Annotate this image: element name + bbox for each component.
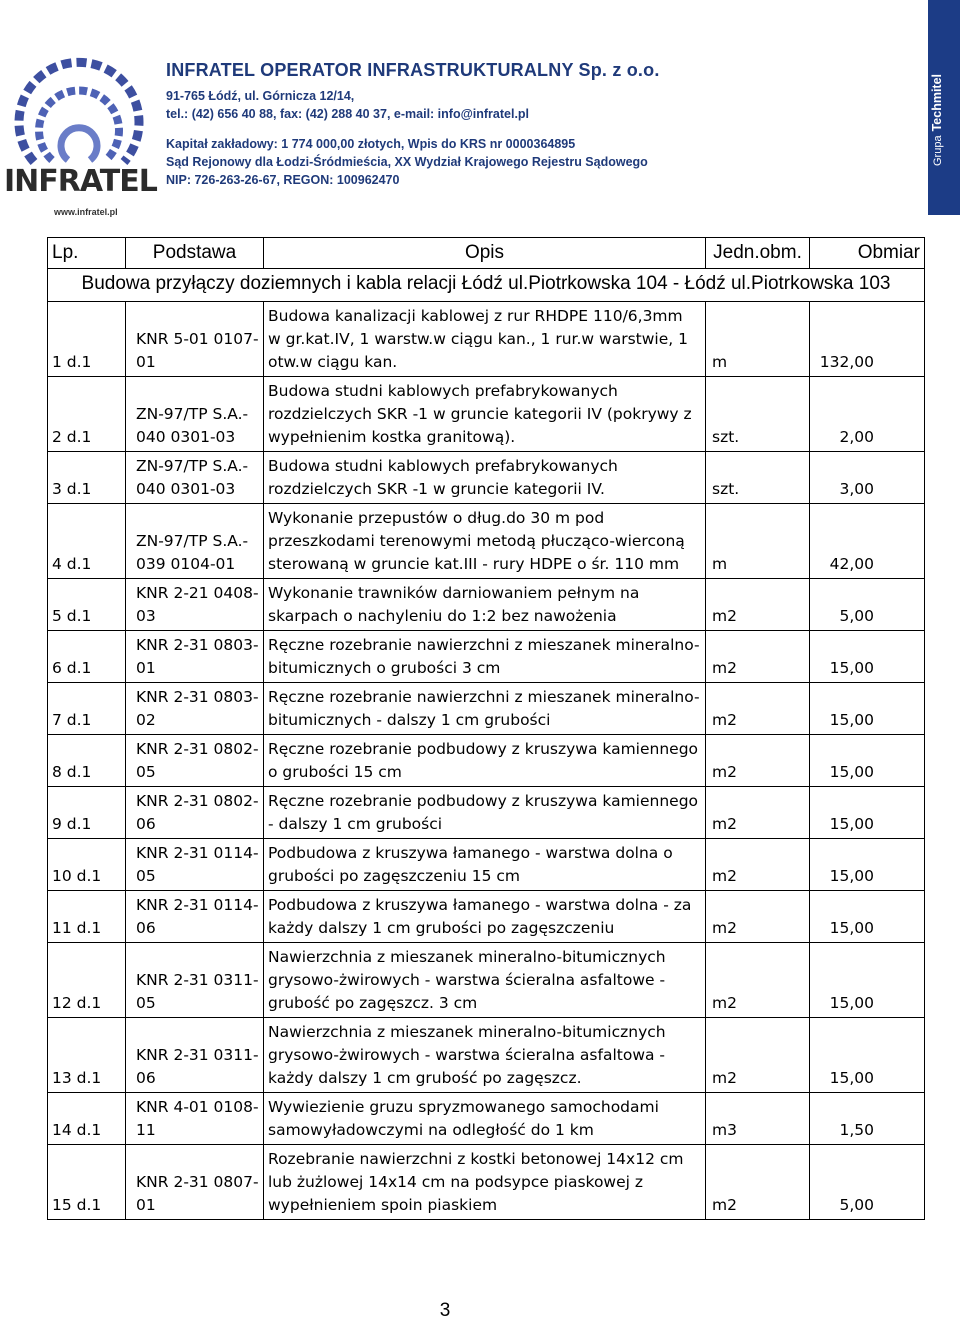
header-unit: Jedn.obm. [706, 238, 810, 269]
row-unit: m2 [706, 943, 810, 1018]
row-lp: 12 d.1 [48, 943, 126, 1018]
table-row [48, 1145, 925, 1220]
table-row [48, 683, 925, 735]
row-quantity: 15,00 [810, 683, 925, 735]
row-basis: KNR 2-31 0802- 05 [126, 735, 264, 787]
row-description: Wykonanie trawników darniowaniem pełnym na skarpach o nachyleniu do 1:2 bez nawożenia [264, 579, 706, 631]
row-description: Podbudowa z kruszywa łamanego - warstwa dolna o grubości po zagęszczeniu 15 cm [264, 839, 706, 891]
tax-id-line: NIP: 726-263-26-67, REGON: 100962470 [166, 173, 400, 187]
row-quantity: 15,00 [810, 943, 925, 1018]
row-basis: KNR 2-31 0807- 01 [126, 1145, 264, 1220]
company-name: INFRATEL OPERATOR INFRASTRUKTURALNY Sp. z o.o. [166, 60, 660, 80]
header-description: Opis [264, 238, 706, 269]
row-basis: ZN-97/TP S.A.- 040 0301-03 [126, 452, 264, 504]
row-quantity: 15,00 [810, 631, 925, 683]
court-line: Sąd Rejonowy dla Łodzi-Śródmieścia, XX Wydział Krajowego Rejestru Sądowego [166, 155, 648, 169]
logo-arc-icon [4, 22, 154, 172]
row-lp: 9 d.1 [48, 787, 126, 839]
row-description: Ręczne rozebranie podbudowy z kruszywa kamiennego o grubości 15 cm [264, 735, 706, 787]
row-quantity: 5,00 [810, 579, 925, 631]
row-basis: KNR 2-31 0311- 06 [126, 1018, 264, 1093]
row-quantity: 15,00 [810, 839, 925, 891]
address-line: 91-765 Łódź, ul. Górnicza 12/14, [166, 89, 355, 103]
table-row [48, 504, 925, 579]
group-label-name: Techmitel [930, 74, 944, 132]
page-number: 3 [439, 1300, 451, 1321]
row-basis: ZN-97/TP S.A.- 040 0301-03 [126, 377, 264, 452]
row-lp: 11 d.1 [48, 891, 126, 943]
contact-line: tel.: (42) 656 40 88, fax: (42) 288 40 37, e-mail: info@infratel.pl [166, 107, 530, 121]
row-quantity: 15,00 [810, 735, 925, 787]
row-basis: ZN-97/TP S.A.- 039 0104-01 [126, 504, 264, 579]
table-row [48, 452, 925, 504]
group-label-small: Grupa [932, 135, 944, 166]
row-lp: 8 d.1 [48, 735, 126, 787]
row-quantity: 15,00 [810, 1018, 925, 1093]
row-unit: m3 [706, 1093, 810, 1145]
row-lp: 3 d.1 [48, 452, 126, 504]
row-lp: 10 d.1 [48, 839, 126, 891]
row-unit: m2 [706, 579, 810, 631]
row-unit: m2 [706, 1018, 810, 1093]
row-lp: 7 d.1 [48, 683, 126, 735]
row-lp: 1 d.1 [48, 302, 126, 377]
capital-line: Kapitał zakładowy: 1 774 000,00 złotych, Wpis do KRS nr 0000364895 [166, 137, 576, 151]
table-row [48, 735, 925, 787]
row-unit: m2 [706, 631, 810, 683]
row-quantity: 132,00 [810, 302, 925, 377]
row-basis: KNR 2-21 0408- 03 [126, 579, 264, 631]
table-row [48, 631, 925, 683]
section-title: Budowa przyłączy doziemnych i kabla relacji Łódź ul.Piotrkowska 104 - Łódź ul.Piotrkowska 103 [48, 269, 925, 302]
row-unit: m2 [706, 735, 810, 787]
row-unit: m2 [706, 683, 810, 735]
group-side-label [930, 74, 944, 166]
row-unit: szt. [706, 377, 810, 452]
row-unit: m2 [706, 839, 810, 891]
table-body [48, 269, 925, 1220]
row-description: Rozebranie nawierzchni z kostki betonowej 14x12 cm lub żużlowej 14x14 cm na podsypce piaskowej z wypełnieniem spoin piaskiem [264, 1145, 706, 1220]
table-row [48, 377, 925, 452]
row-quantity: 5,00 [810, 1145, 925, 1220]
row-description: Budowa studni kablowych prefabrykowanych rozdzielczych SKR -1 w gruncie kategorii IV. [264, 452, 706, 504]
table-header-row [48, 238, 925, 269]
row-unit: m [706, 302, 810, 377]
section-row [48, 269, 925, 302]
bill-of-quantities-table [47, 237, 925, 1220]
row-basis: KNR 2-31 0803- 02 [126, 683, 264, 735]
header-basis: Podstawa [126, 238, 264, 269]
row-description: Nawierzchnia z mieszanek mineralno-bitumicznych grysowo-żwirowych - warstwa ścieralna asfaltowa - każdy dalszy 1 cm grubość po zagęszcz. [264, 1018, 706, 1093]
table-row [48, 943, 925, 1018]
row-description: Ręczne rozebranie podbudowy z kruszywa kamiennego - dalszy 1 cm grubości [264, 787, 706, 839]
row-quantity: 15,00 [810, 891, 925, 943]
row-description: Wywiezienie gruzu spryzmowanego samochodami samowyładowczymi na odległość do 1 km [264, 1093, 706, 1145]
row-quantity: 1,50 [810, 1093, 925, 1145]
row-description: Ręczne rozebranie nawierzchni z mieszanek mineralno- bitumicznych o grubości 3 cm [264, 631, 706, 683]
row-unit: szt. [706, 452, 810, 504]
row-lp: 6 d.1 [48, 631, 126, 683]
row-basis: KNR 2-31 0311- 05 [126, 943, 264, 1018]
row-description: Wykonanie przepustów o dług.do 30 m pod przeszkodami terenowymi metodą płucząco-wierconą sterowaną w gruncie kat.III - rury HDPE o śr. 110 mm [264, 504, 706, 579]
row-unit: m2 [706, 1145, 810, 1220]
row-quantity: 3,00 [810, 452, 925, 504]
row-lp: 4 d.1 [48, 504, 126, 579]
row-lp: 13 d.1 [48, 1018, 126, 1093]
row-unit: m2 [706, 787, 810, 839]
header-quantity: Obmiar [810, 238, 925, 269]
logo-url: www.infratel.pl [54, 207, 118, 217]
row-description: Budowa studni kablowych prefabrykowanych rozdzielczych SKR -1 w gruncie kategorii IV (pokrywy z wypełnienim kostka granitową). [264, 377, 706, 452]
row-lp: 5 d.1 [48, 579, 126, 631]
row-basis: KNR 2-31 0802- 06 [126, 787, 264, 839]
row-basis: KNR 2-31 0114- 05 [126, 839, 264, 891]
row-description: Ręczne rozebranie nawierzchni z mieszanek mineralno- bitumicznych - dalszy 1 cm grubości [264, 683, 706, 735]
header-lp: Lp. [48, 238, 126, 269]
table-row [48, 787, 925, 839]
row-description: Podbudowa z kruszywa łamanego - warstwa dolna - za każdy dalszy 1 cm grubości po zagęszczeniu [264, 891, 706, 943]
row-quantity: 2,00 [810, 377, 925, 452]
row-basis: KNR 4-01 0108- 11 [126, 1093, 264, 1145]
row-quantity: 15,00 [810, 787, 925, 839]
row-description: Budowa kanalizacji kablowej z rur RHDPE 110/6,3mm w gr.kat.IV, 1 warstw.w ciągu kan., 1 rur.w warstwie, 1 otw.w ciągu kan. [264, 302, 706, 377]
company-info [166, 60, 886, 189]
company-logo [4, 22, 157, 217]
row-unit: m [706, 504, 810, 579]
table-row [48, 302, 925, 377]
row-lp: 15 d.1 [48, 1145, 126, 1220]
table-row [48, 1018, 925, 1093]
logo-wordmark: INFRATEL [4, 164, 157, 199]
row-unit: m2 [706, 891, 810, 943]
table-row [48, 1093, 925, 1145]
letterhead [0, 0, 960, 215]
table-row [48, 891, 925, 943]
row-lp: 2 d.1 [48, 377, 126, 452]
row-quantity: 42,00 [810, 504, 925, 579]
row-basis: KNR 5-01 0107- 01 [126, 302, 264, 377]
table-row [48, 839, 925, 891]
row-description: Nawierzchnia z mieszanek mineralno-bitumicznych grysowo-żwirowych - warstwa ścieralna asfaltowe - grubość po zagęszcz. 3 cm [264, 943, 706, 1018]
row-lp: 14 d.1 [48, 1093, 126, 1145]
table-row [48, 579, 925, 631]
row-basis: KNR 2-31 0803- 01 [126, 631, 264, 683]
row-basis: KNR 2-31 0114- 06 [126, 891, 264, 943]
